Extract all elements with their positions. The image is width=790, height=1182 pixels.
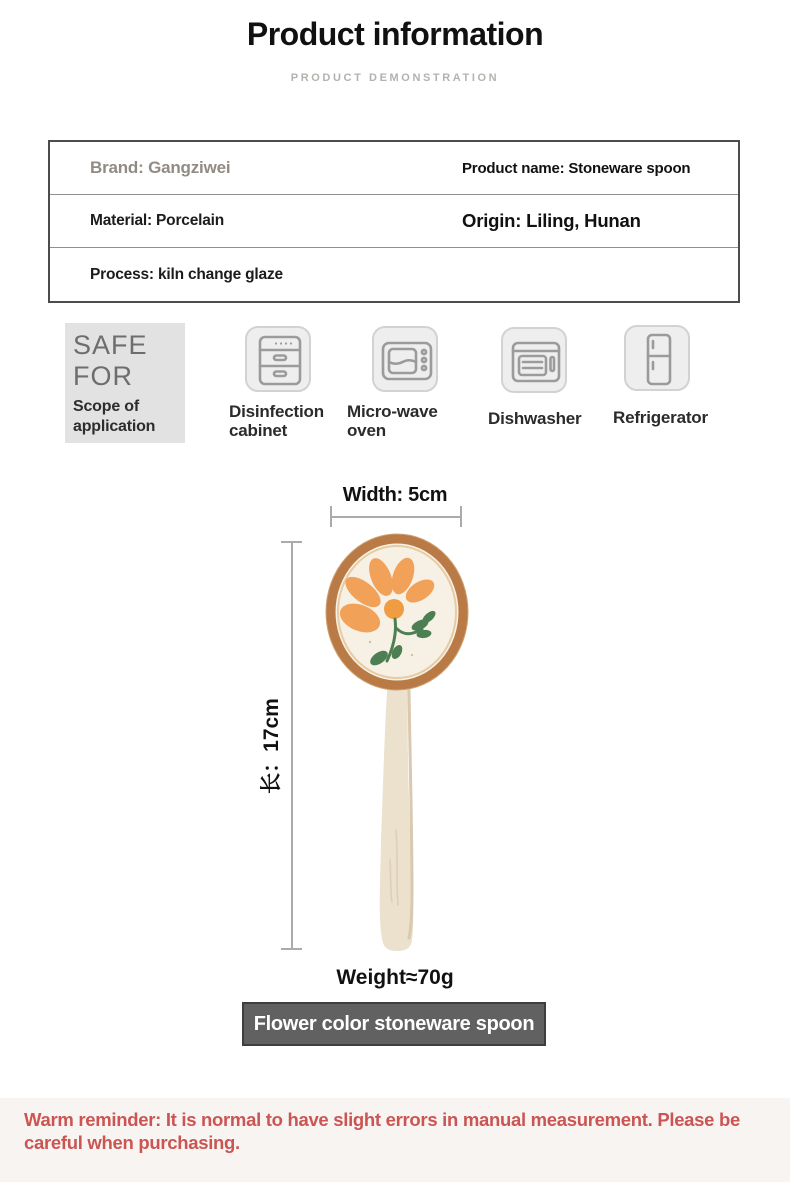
microwave-oven-tile [372, 326, 438, 392]
reminder-text: Warm reminder: It is normal to have slight errors in manual measurement. Please be careful when purchasing. [24, 1109, 740, 1153]
refrigerator-label: Refrigerator [613, 408, 708, 427]
disinfection-cabinet-label: Disinfection cabinet [229, 402, 324, 440]
spec-origin: Origin: Liling, Hunan [462, 210, 641, 231]
table-row [50, 248, 738, 301]
spec-material: Material: Porcelain [90, 212, 225, 229]
refrigerator-icon [626, 327, 692, 393]
safe-for-line1: SAFE [73, 330, 148, 360]
disinfection-cabinet-icon [247, 328, 313, 394]
scope-of-application-label: Scope of application [73, 398, 156, 435]
length-measure-cap-top [281, 541, 302, 543]
table-row [50, 195, 738, 248]
safe-for-line2: FOR [73, 361, 133, 391]
width-measure-tick-right [460, 506, 462, 527]
length-measure-line [291, 542, 293, 950]
stoneware-spoon-illustration [300, 530, 500, 960]
length-measure-cap-bottom [281, 948, 302, 950]
disinfection-cabinet-tile [245, 326, 311, 392]
safe-for-box [65, 323, 185, 443]
page-subtitle: PRODUCT DEMONSTRATION [290, 72, 500, 84]
product-caption-text: Flower color stoneware spoon [253, 1012, 535, 1035]
width-measurement-label: Width: 5cm [342, 484, 448, 506]
dishwasher-tile [501, 327, 567, 393]
microwave-oven-icon [374, 328, 440, 394]
length-measurement-label: 长：17cm [260, 698, 283, 794]
spec-product-name: Product name: Stoneware spoon [462, 159, 691, 177]
spec-table [48, 140, 740, 303]
spec-brand: Brand: Gangziwei [90, 158, 231, 177]
table-row [50, 142, 738, 195]
spoon-product-image [300, 530, 500, 960]
refrigerator-tile [624, 325, 690, 391]
page-title: Product information [246, 16, 544, 52]
weight-label: Weight≈70g [336, 966, 454, 989]
dishwasher-icon [503, 329, 569, 395]
width-measure-tick-left [330, 506, 332, 527]
dishwasher-label: Dishwasher [488, 409, 582, 428]
width-measure-line [330, 516, 462, 518]
product-caption-bar [242, 1002, 546, 1046]
reminder-strip [0, 1098, 790, 1182]
microwave-oven-label: Micro-wave oven [347, 402, 438, 440]
spec-process: Process: kiln change glaze [90, 265, 283, 283]
